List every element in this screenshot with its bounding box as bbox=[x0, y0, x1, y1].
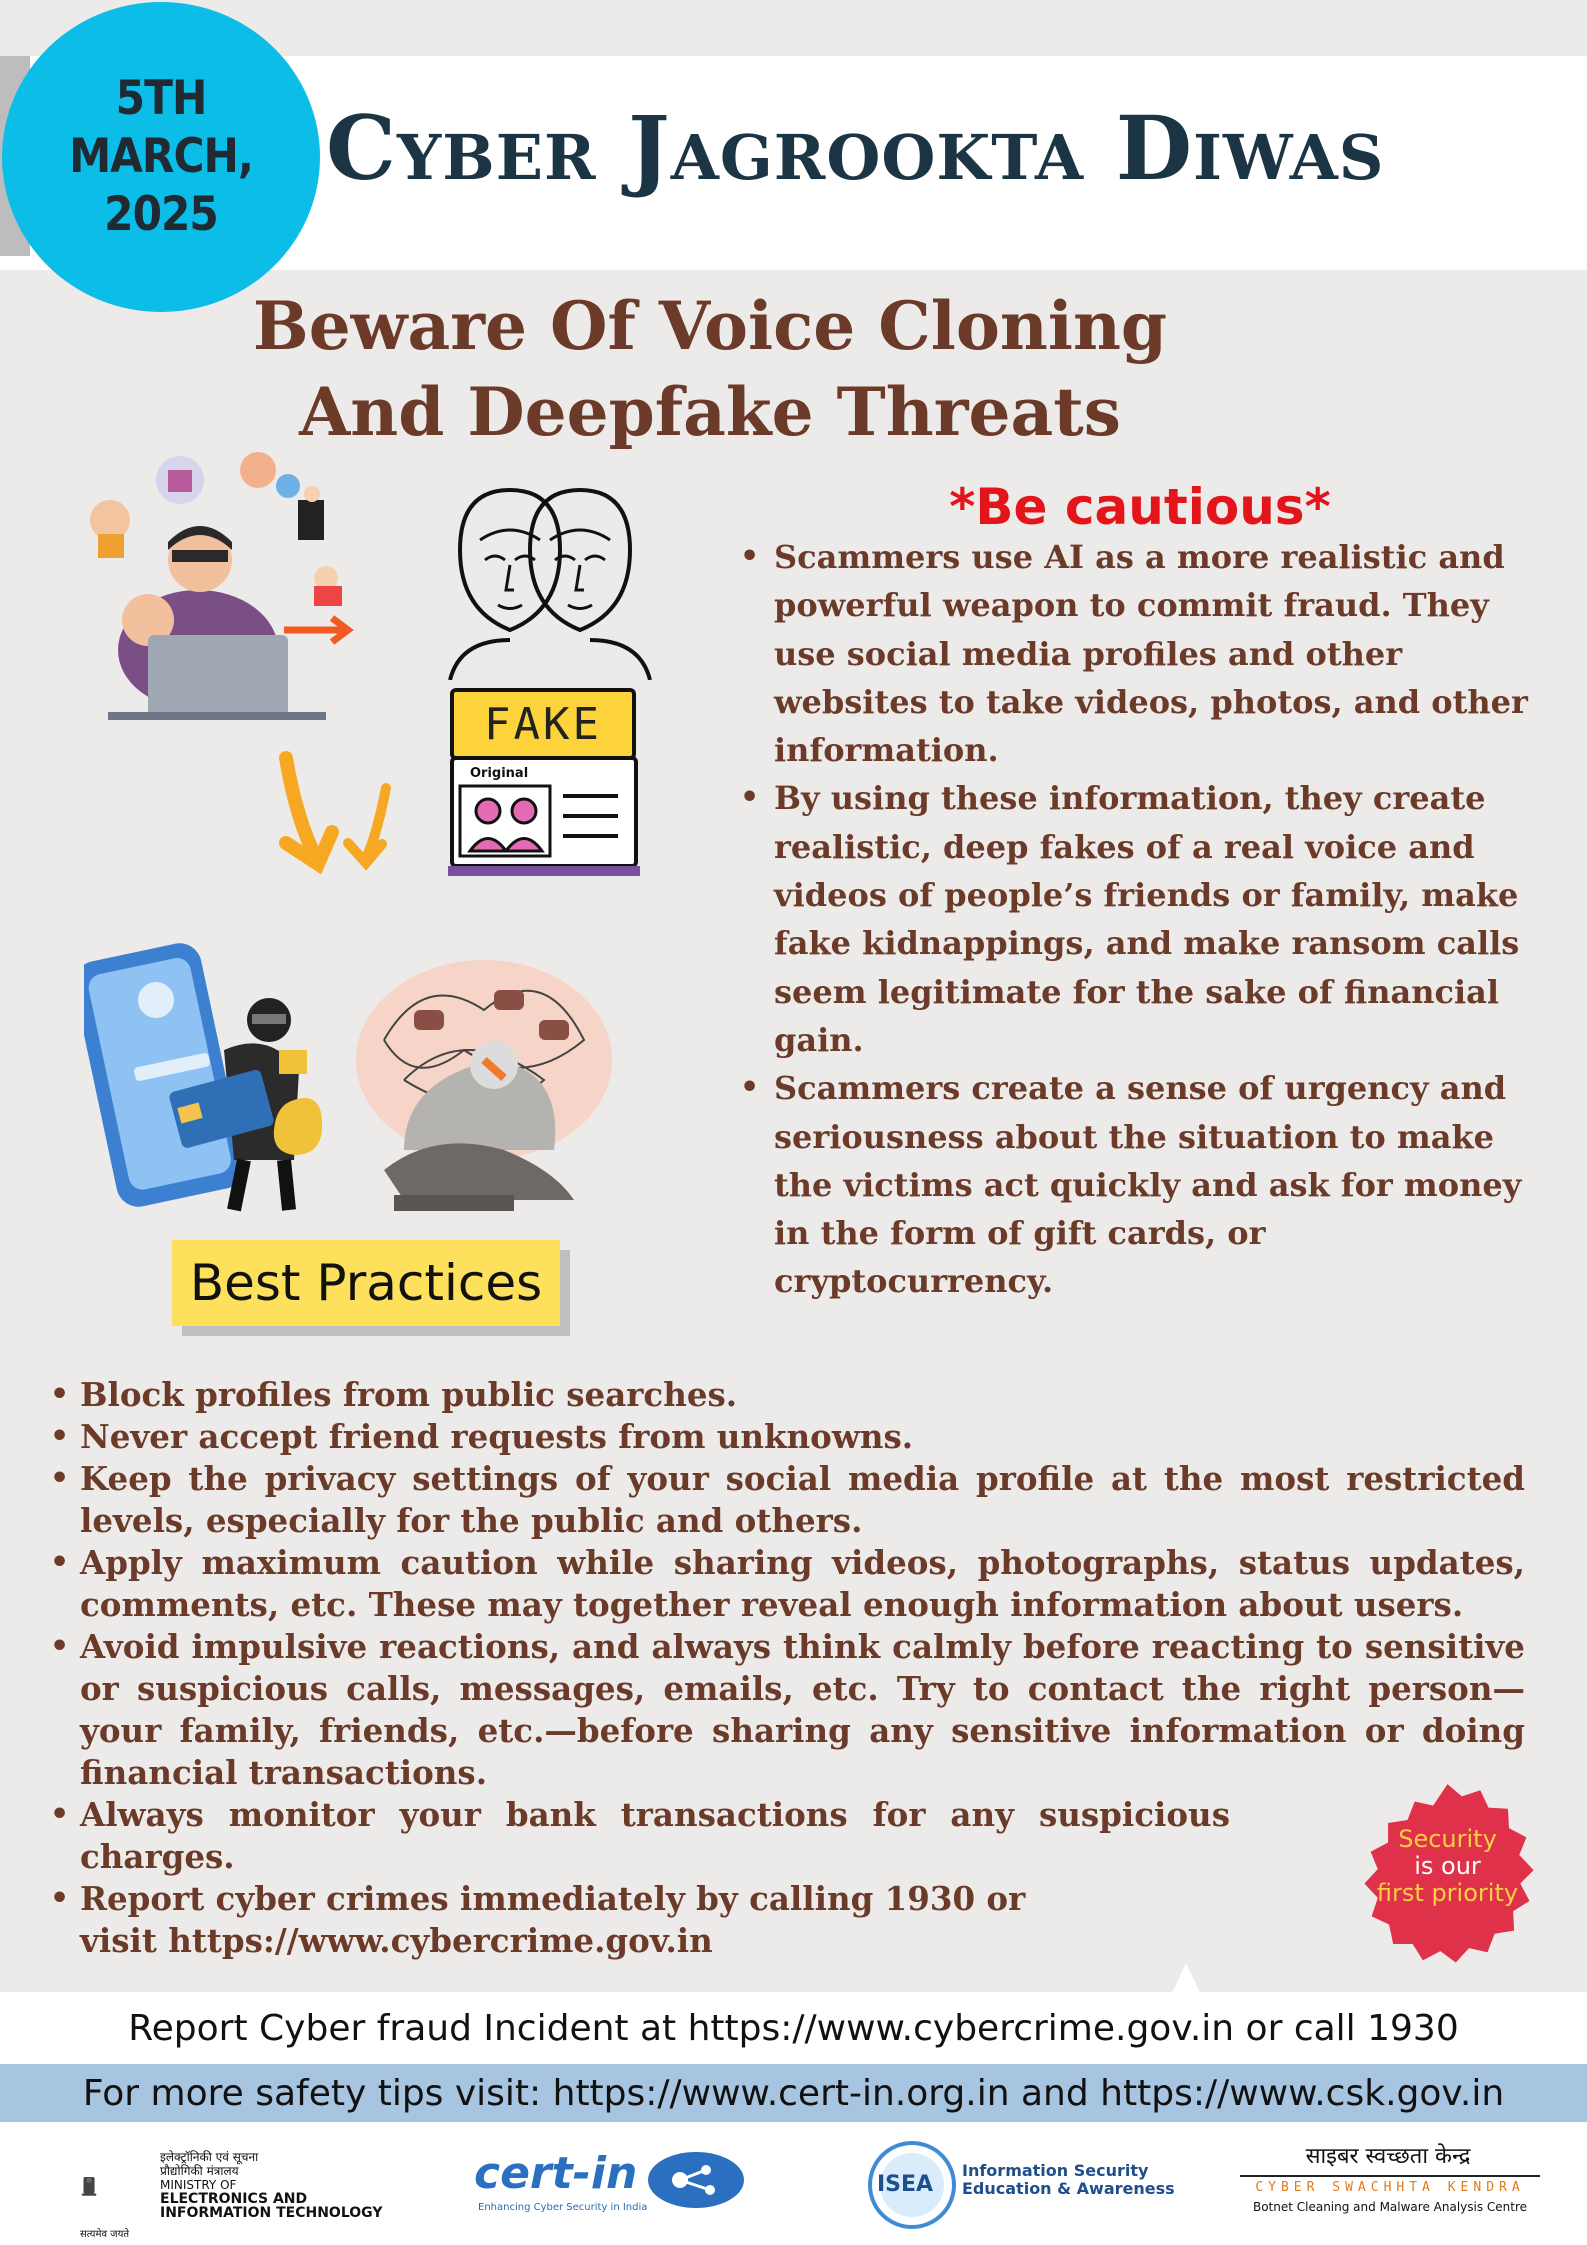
report-band bbox=[0, 1992, 1587, 2064]
down-arrows-illustration bbox=[256, 748, 406, 878]
meity-logo-text bbox=[160, 2150, 382, 2220]
best-practices-label-box bbox=[172, 1240, 560, 1326]
isea-short: ISEA bbox=[877, 2172, 934, 2197]
emblem-motto: सत्यमेव जयते bbox=[80, 2229, 130, 2240]
page-title: Cyber Jagrookta Diwas bbox=[326, 96, 1385, 200]
best-practices-list bbox=[50, 1374, 1525, 1962]
list-item: • Report cyber crimes immediately by calling 1930 or visit https://www.cybercrime.gov.in bbox=[50, 1878, 1060, 1962]
list-item: • Apply maximum caution while sharing videos, photographs, status updates, comments, etc. These may together reveal enough information about users. bbox=[50, 1542, 1525, 1626]
csk-hindi: साइबर स्वच्छता केन्द्र bbox=[1305, 2144, 1471, 2169]
date-badge bbox=[2, 2, 320, 312]
meity-line-3: INFORMATION TECHNOLOGY bbox=[160, 2205, 383, 2221]
csk-subtitle: Botnet Cleaning and Malware Analysis Centre bbox=[1252, 2200, 1528, 2214]
badge-line-3: first priority bbox=[1376, 1879, 1519, 1907]
isea-line-1: Information Security bbox=[962, 2161, 1149, 2180]
isea-logo-text bbox=[962, 2162, 1175, 2198]
list-item: • Keep the privacy settings of your social media profile at the most restricted levels, especially for the public and others. bbox=[50, 1458, 1525, 1542]
csk-divider bbox=[1240, 2175, 1540, 2177]
caution-heading: *Be cautious* bbox=[949, 478, 1331, 536]
event-date: 5TH MARCH, 2025 bbox=[69, 71, 253, 242]
badge-line-2: is our bbox=[1414, 1852, 1481, 1880]
list-item: • Scammers use AI as a more realistic and powerful weapon to commit fraud. They use social media profiles and other websites to take videos, photos, and other information. bbox=[738, 533, 1548, 774]
page-subtitle: Beware Of Voice Cloning And Deepfake Threats bbox=[252, 287, 1168, 451]
tips-text: For more safety tips visit: https://www.cert-in.org.in and https://www.csk.gov.in bbox=[82, 2072, 1505, 2114]
original-label: Original bbox=[470, 766, 529, 781]
badge-line-1: Security bbox=[1398, 1825, 1497, 1853]
meity-hindi: इलेक्ट्रॉनिकी एवं सूचना प्रौद्योगिकी मंत्रालय bbox=[160, 2150, 259, 2178]
list-item: • Always monitor your bank transactions for any suspicious charges. bbox=[50, 1794, 1230, 1878]
best-practices-label: Best Practices bbox=[189, 1254, 543, 1312]
fake-label: FAKE bbox=[484, 698, 602, 750]
list-item: • Avoid impulsive reactions, and always think calmly before reacting to sensitive or suspicious calls, messages, emails, etc. Try to contact the right person—your family, friends, etc.—before sharing any sensitive information or doing financial transactions. bbox=[50, 1626, 1525, 1794]
national-emblem-icon bbox=[78, 2138, 158, 2238]
certin-name: cert-in bbox=[474, 2148, 638, 2199]
stressed-person-illustration bbox=[344, 950, 624, 1220]
meity-line-2: ELECTRONICS AND bbox=[160, 2191, 308, 2207]
caution-list bbox=[738, 533, 1548, 1306]
report-band-notch bbox=[1172, 1963, 1200, 1993]
certin-tagline: Enhancing Cyber Security in India bbox=[478, 2202, 648, 2213]
tips-band bbox=[0, 2064, 1587, 2122]
list-item: • Never accept friend requests from unknowns. bbox=[50, 1416, 1525, 1458]
csk-name: CYBER SWACHHTA KENDRA bbox=[1255, 2180, 1525, 2195]
phone-thief-illustration bbox=[84, 930, 344, 1220]
list-item: • Scammers create a sense of urgency and seriousness about the situation to make the victims act quickly and ask for money in the form of gift cards, or cryptocurrency. bbox=[738, 1064, 1548, 1305]
fake-sign bbox=[450, 688, 636, 760]
meity-line-1: MINISTRY OF bbox=[160, 2178, 237, 2192]
report-text: Report Cyber fraud Incident at https://www.cybercrime.gov.in or call 1930 bbox=[128, 2007, 1459, 2049]
hacker-laptop-illustration bbox=[88, 450, 388, 730]
isea-line-2: Education & Awareness bbox=[962, 2179, 1175, 2198]
list-item: • By using these information, they create realistic, deep fakes of a real voice and videos of people’s friends or family, make fake kidnappings, and make ransom calls seem legitimate for the sake of financial gain. bbox=[738, 774, 1548, 1064]
security-badge-text bbox=[1345, 1826, 1550, 1907]
deepfake-faces-illustration bbox=[440, 480, 660, 680]
list-item: • Block profiles from public searches. bbox=[50, 1374, 1525, 1416]
